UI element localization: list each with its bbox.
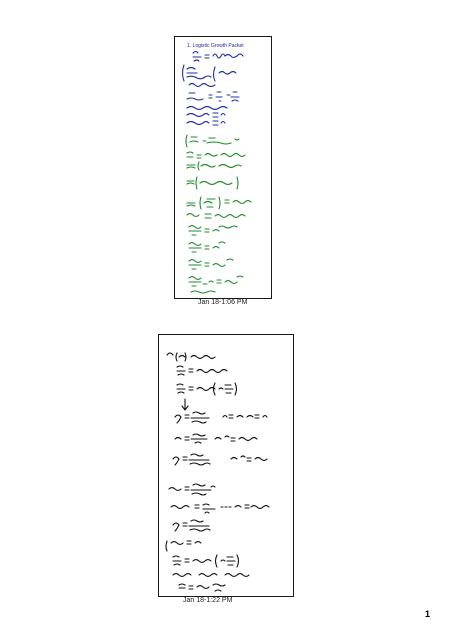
note-card-2 — [158, 334, 294, 597]
note-card-1 — [174, 36, 272, 299]
page-number: 1 — [425, 609, 431, 619]
note-title: 1. Logistic Growth Packet — [187, 43, 244, 49]
handwritten-work-2 — [159, 335, 293, 596]
handwritten-work-1 — [175, 37, 271, 298]
note-timestamp-2: Jan 18-1:22 PM — [183, 597, 233, 604]
note-timestamp-1: Jan 18-1:06 PM — [198, 299, 248, 306]
